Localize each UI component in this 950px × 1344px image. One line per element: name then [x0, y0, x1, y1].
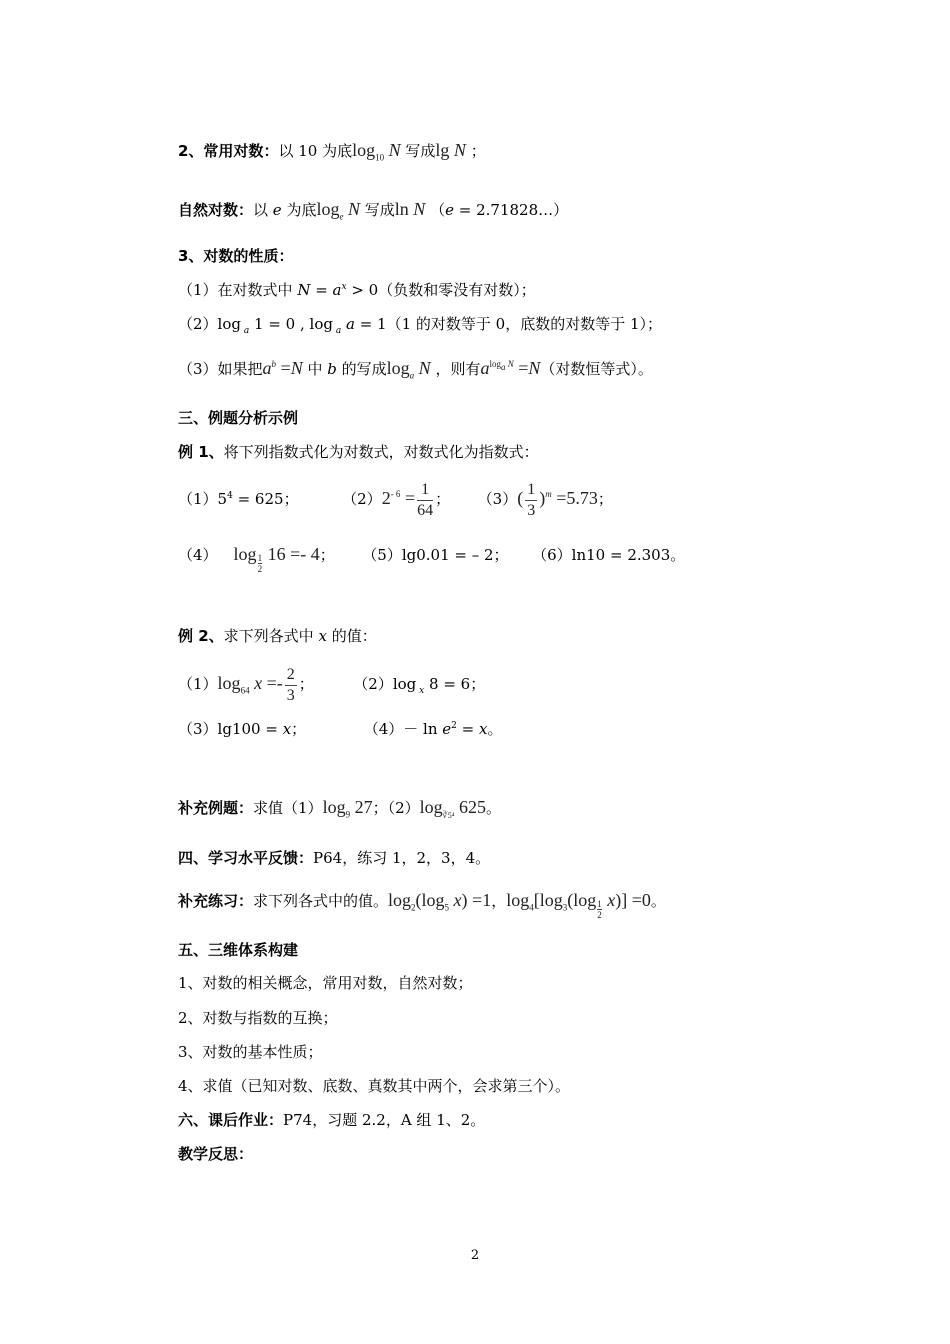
supplementary-example: 补充例题：求值$(1)\log_9$ 27；$(2)\log_{∛5^4}$ 625。: [178, 797, 502, 820]
example-2-row-1: $(1)\log_{64}$ x =- $\frac{2}{3}$ ； （2）log $_x$ 8 = 6；: [178, 665, 486, 704]
formula-lg-n: lg N: [435, 140, 466, 160]
natural-log-line: 自然对数：以 e 为底$\log_e N$ 写成ln N （e = 2.71828…）: [178, 199, 569, 222]
supplementary-example-heading: 补充例题：: [178, 799, 254, 817]
property-1: （1）在对数式中 $N = a^x > 0$（负数和零没有对数）；: [178, 281, 536, 299]
formula-log64-x: $\log_{64} x$ =-: [217, 673, 283, 696]
formula-log-root-625: $\log_{∛5^4} 625$: [419, 797, 487, 820]
property-3: （3）如果把$a^b =N$ 中 b 的写成$\log_a N$ ，则有$a^{log_a N} =N$（对数恒等式）。: [178, 358, 653, 381]
example-2-row-2: （3）lg100 = x； $(4)- \ln e^2 = x$。: [178, 720, 503, 738]
formula-2-pow-neg6: $2^{- 6}$ =: [381, 488, 416, 508]
formula-log-identity: $a^{log_a N} =N$: [480, 358, 541, 378]
section-four: 四、学习水平反馈：P64，练习 1，2，3，4。: [178, 849, 491, 867]
example-1-heading: 例 1、: [178, 443, 224, 461]
section-three-heading: 三、例题分析示例: [178, 409, 299, 427]
formula-log-half-16: log: [233, 544, 257, 564]
common-log-line: 2、常用对数：以 10 为底$\log_{10} N$ 写成lg N ；: [178, 140, 486, 163]
section-six-heading: 六、课后作业：: [178, 1111, 284, 1129]
list-item: 3、对数的基本性质；: [178, 1043, 323, 1061]
section-four-heading: 四、学习水平反馈：: [178, 849, 314, 867]
supplementary-practice-heading: 补充练习：: [178, 892, 254, 910]
natural-log-heading: 自然对数：: [178, 201, 254, 219]
page-number: 2: [470, 1248, 480, 1263]
example-1-row-2: （4） log $\frac{1}{2}$ 16 =- 4； （5）lg0.01 = – 2； （6）ln10 = 2.303。: [178, 544, 686, 574]
properties-heading: 3、对数的性质：: [178, 247, 294, 265]
list-item: 1、对数的相关概念，常用对数，自然对数；: [178, 974, 473, 992]
reflection-heading: 教学反思：: [178, 1145, 254, 1163]
supplementary-practice: 补充练习：求下列各式中的值。$\log_2(\log_5$ x) =1，$\log_4[\log_3(\log$ $\frac{1}{2}$ x)] =0。: [178, 890, 666, 920]
property-2: （2）log $_a$ 1 = 0 , log $_a$ a = 1（1 的对数等于 0，底数的对数等于 1）；: [178, 315, 663, 336]
formula-practice-2: $\log_4[\log_3(\log$: [506, 890, 597, 913]
formula-third-pow-m: (: [517, 488, 524, 508]
list-item: 2、对数与指数的互换；: [178, 1009, 338, 1027]
section-six: 六、课后作业：P74，习题 2.2，A 组 1、2。: [178, 1111, 486, 1129]
section-five-heading: 五、三维体系构建: [178, 941, 299, 959]
formula-practice-1: $\log_2(\log_5$ x) =1: [388, 890, 492, 913]
formula-ln-n: ln N: [394, 199, 426, 219]
formula-loge-n: $\log_e N$: [316, 199, 360, 222]
list-item: 4、求值（已知对数、底数、真数其中两个，会求第三个）。: [178, 1077, 571, 1095]
example-2-heading: 例 2、: [178, 627, 224, 645]
example-1-row-1: $(1)5^4 = 625$； $(2)2^{- 6}$ = $\frac{1}{64}$ ； （3）( $\frac{1}{3}$ )$^m$ =5.73；: [178, 480, 613, 519]
formula-log10-n: $\log_{10} N$: [352, 140, 401, 163]
example-1-intro: 例 1、将下列指数式化为对数式，对数式化为指数式：: [178, 443, 539, 461]
formula-log9-27: $\log_9 27$: [322, 797, 373, 820]
common-log-heading: 2、常用对数：: [178, 142, 279, 160]
example-2-intro: 例 2、求下列各式中 x 的值：: [178, 627, 377, 645]
